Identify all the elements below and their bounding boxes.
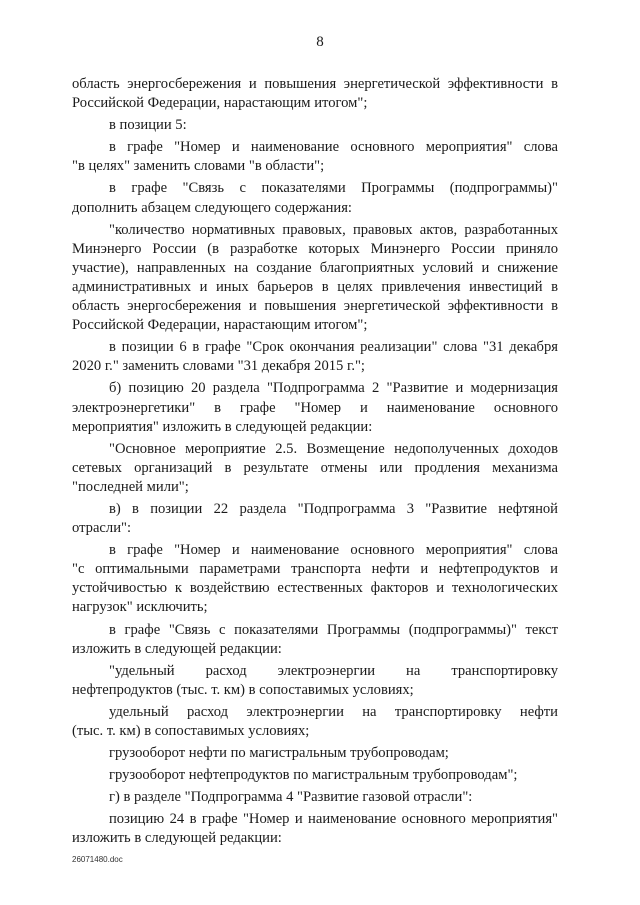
paragraph	[72, 662, 558, 700]
paragraph	[72, 379, 558, 436]
paragraph	[72, 138, 558, 176]
text-line: область энергосбережения и повышения энергетической эффективности в	[72, 298, 558, 315]
text-line: грузооборот нефтепродуктов по магистральным трубопроводам";	[109, 767, 518, 784]
text-line: удельный расход электроэнергии на транспортировку нефти	[109, 703, 558, 720]
text-line: "удельный расход электроэнергии на транспортировку	[109, 662, 558, 679]
paragraph	[72, 179, 558, 217]
paragraph	[72, 766, 558, 785]
text-line: (тыс. т. км) в сопоставимых условиях;	[72, 723, 310, 739]
text-line: изложить в следующей редакции:	[72, 830, 282, 847]
paragraph	[72, 703, 558, 741]
text-line: "в целях" заменить словами "в области";	[72, 158, 325, 175]
text-line: в графе "Связь с показателями Программы (подпрограммы)" текст	[109, 621, 558, 638]
text-line: позицию 24 в графе "Номер и наименование основного мероприятия"	[109, 811, 558, 828]
text-line: изложить в следующей редакции:	[72, 640, 282, 657]
text-line: в позиции 6 в графе "Срок окончания реализации" слова "31 декабря	[109, 339, 558, 356]
paragraph	[72, 810, 558, 848]
file-name-footer: 26071480.doc	[72, 855, 123, 864]
paragraph	[72, 116, 558, 135]
text-line: в графе "Номер и наименование основного мероприятия" слова	[109, 139, 558, 156]
text-line: сетевых организаций в результате отмены или продления механизма	[72, 459, 558, 476]
text-line: отрасли":	[72, 520, 132, 537]
text-line: "количество нормативных правовых, правовых актов, разработанных	[109, 221, 558, 238]
document-body	[72, 75, 558, 849]
text-line: участие), направленных на создание благоприятных условий и снижение	[72, 259, 558, 276]
text-line: б) позицию 20 раздела "Подпрограмма 2 "Развитие и модернизация	[109, 380, 558, 397]
text-line: нефтепродуктов (тыс. т. км) в сопоставимых условиях;	[72, 681, 414, 698]
paragraph	[72, 221, 558, 336]
paragraph	[72, 621, 558, 659]
text-line: Российской Федерации, нарастающим итогом";	[72, 317, 368, 334]
text-line: административных и иных барьеров в целях привлечения инвестиций в	[72, 278, 558, 295]
text-line: в графе "Связь с показателями Программы (подпрограммы)"	[109, 180, 558, 197]
text-line: нагрузок" исключить;	[72, 599, 208, 616]
text-line: "Основное мероприятие 2.5. Возмещение недополученных доходов	[109, 440, 558, 457]
text-line: 2020 г." заменить словами "31 декабря 2015 г.";	[72, 358, 365, 375]
paragraph	[72, 338, 558, 376]
text-line: Минэнерго России (в разработке которых Минэнерго России приняло	[72, 240, 558, 257]
paragraph	[72, 75, 558, 113]
paragraph	[72, 440, 558, 497]
paragraph	[72, 541, 558, 617]
paragraph	[72, 500, 558, 538]
text-line: Российской Федерации, нарастающим итогом";	[72, 95, 368, 112]
text-line: в) в позиции 22 раздела "Подпрограмма 3 "Развитие нефтяной	[109, 500, 558, 517]
paragraph	[72, 788, 558, 807]
text-line: устойчивостью к воздействию естественных факторов и технологических	[72, 580, 558, 597]
text-line: "с оптимальными параметрами транспорта нефти и нефтепродуктов и	[72, 561, 558, 578]
text-line: мероприятия" изложить в следующей редакции:	[72, 418, 373, 435]
page-number: 8	[316, 34, 324, 50]
text-line: "последней мили";	[72, 478, 189, 495]
text-line: дополнить абзацем следующего содержания:	[72, 199, 352, 216]
text-line: в позиции 5:	[109, 117, 187, 134]
text-line: г) в разделе "Подпрограмма 4 "Развитие газовой отрасли":	[109, 789, 473, 806]
text-line: в графе "Номер и наименование основного мероприятия" слова	[109, 542, 558, 559]
text-line: область энергосбережения и повышения энергетической эффективности в	[72, 76, 558, 92]
text-line: грузооборот нефти по магистральным трубопроводам;	[109, 745, 449, 762]
paragraph	[72, 744, 558, 763]
text-line: электроэнергетики" в графе "Номер и наименование основного	[72, 399, 558, 416]
